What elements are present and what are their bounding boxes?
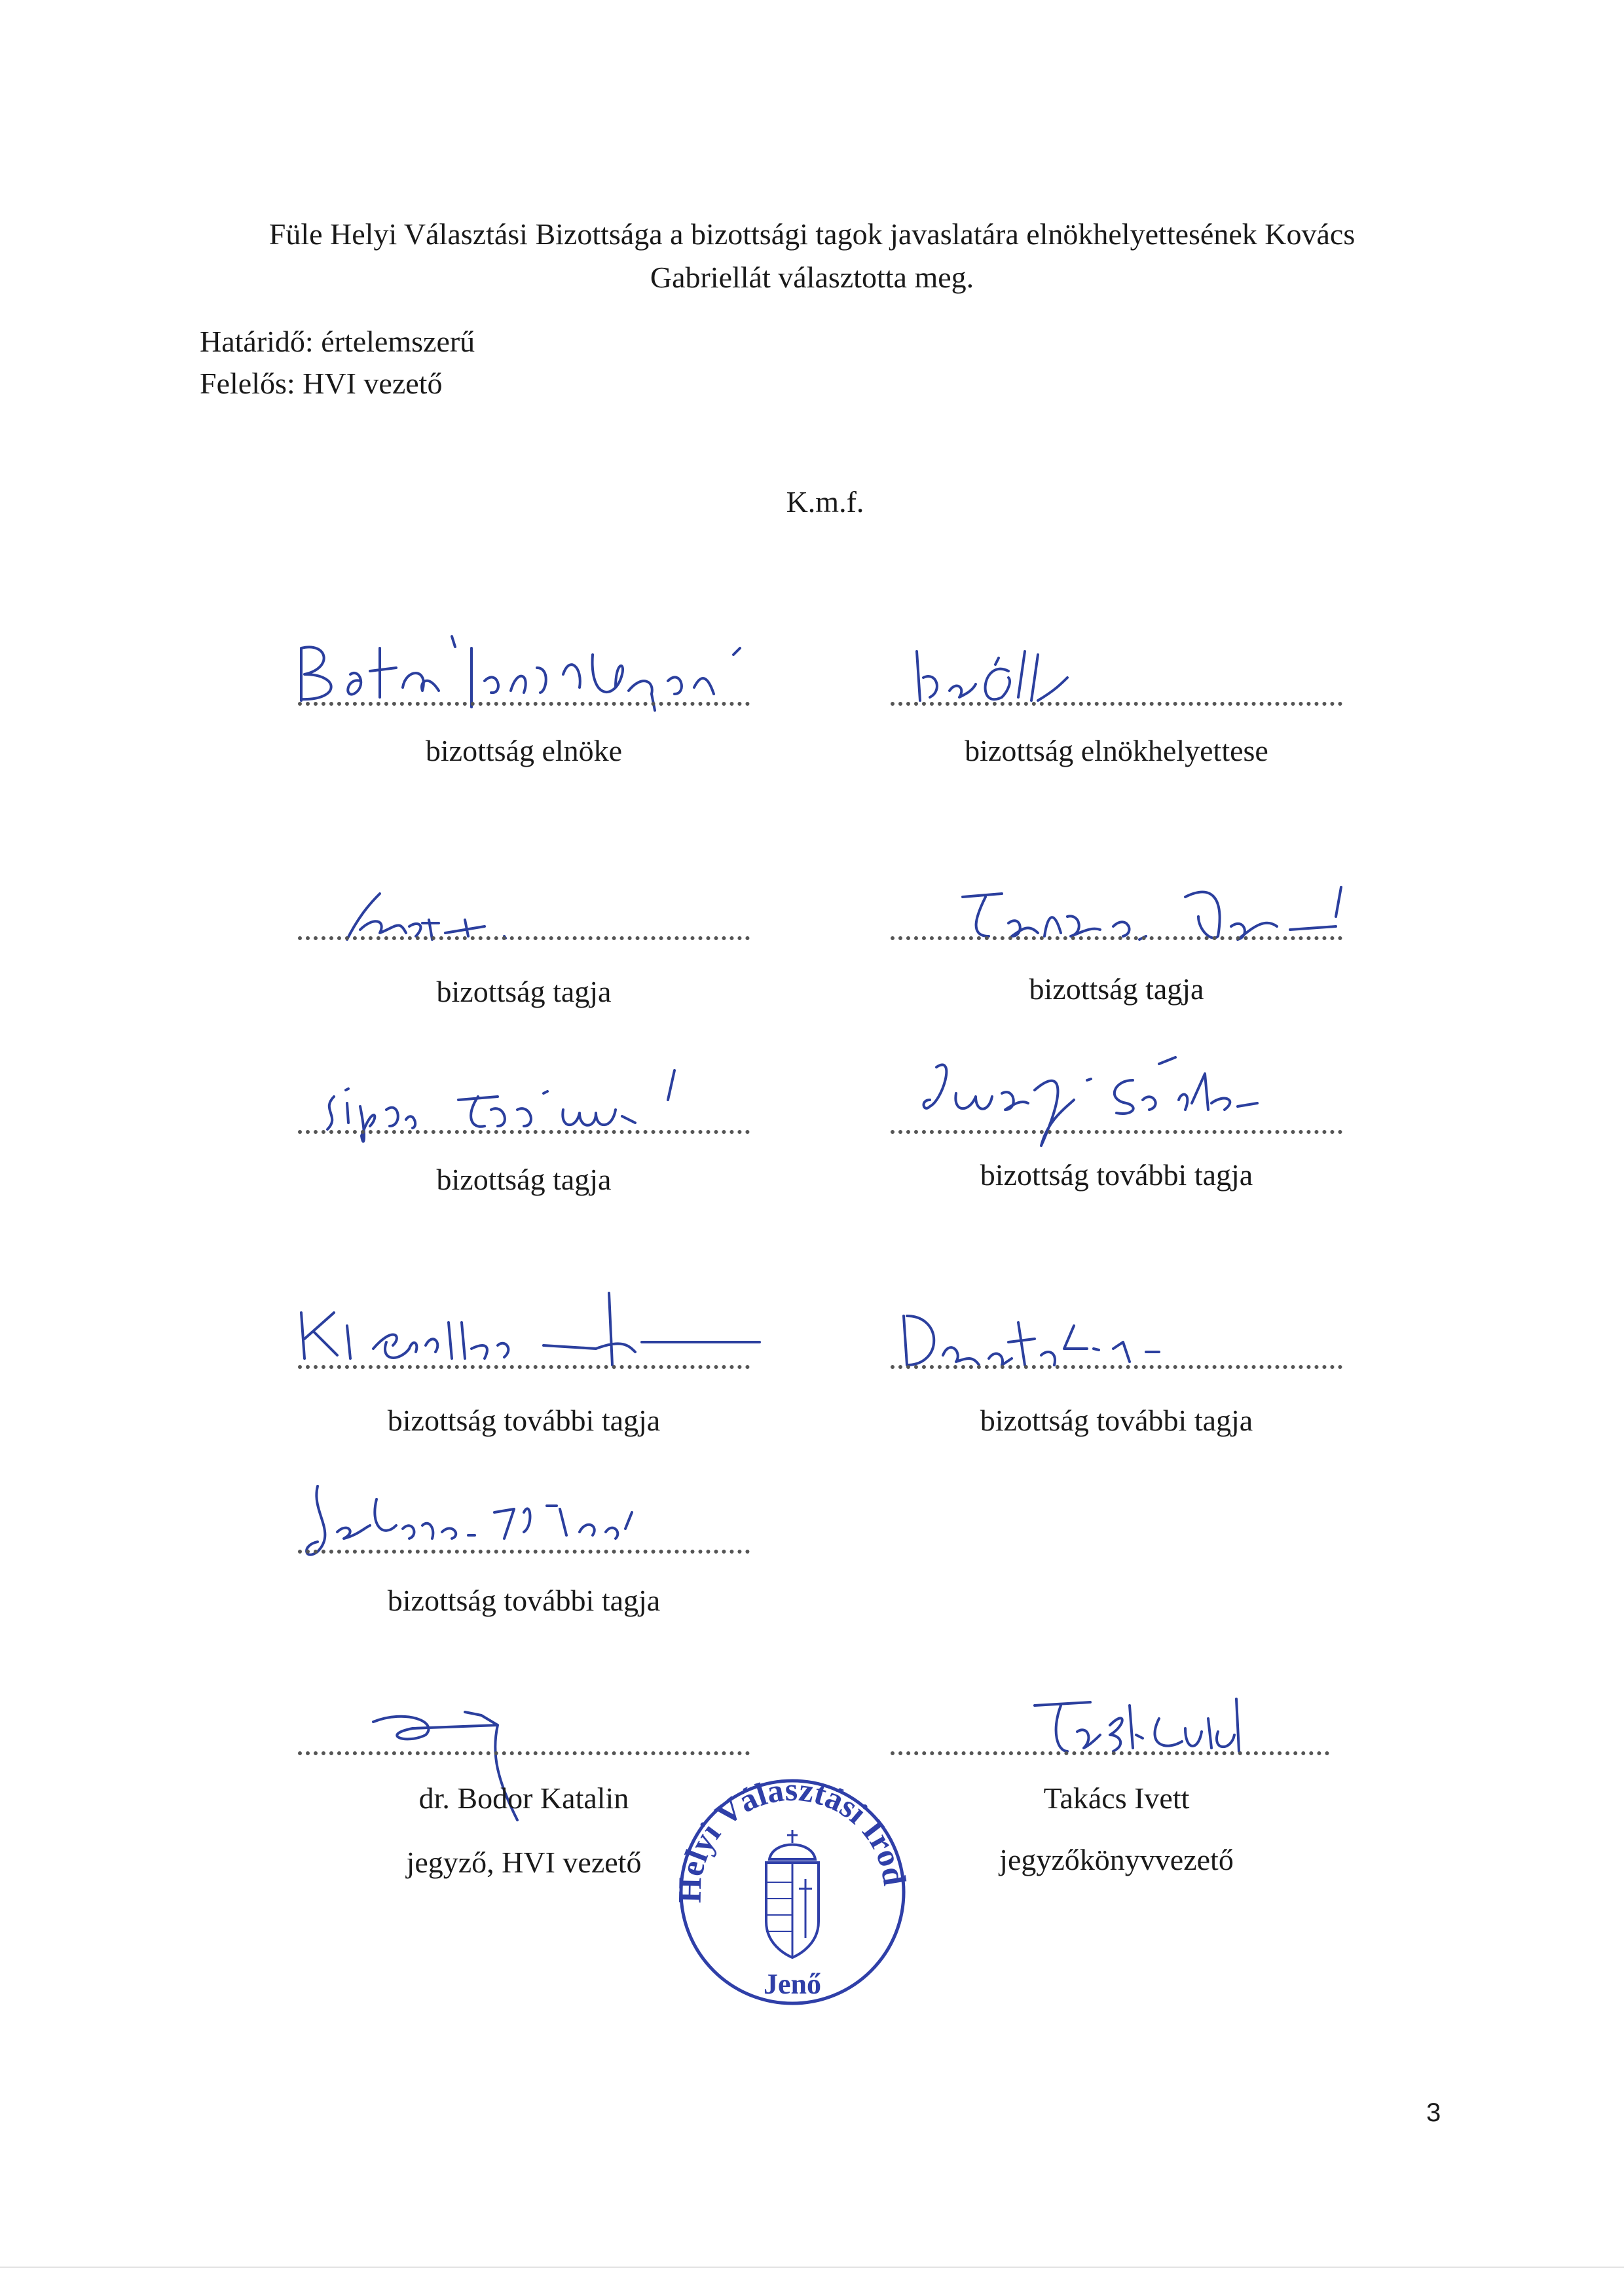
- role-member-3: bizottság tagja: [436, 1163, 612, 1196]
- resolution-paragraph: [196, 213, 1428, 299]
- signature-line-notary: [298, 1751, 750, 1755]
- signature-line-member-4: [891, 1130, 1342, 1134]
- signature-line-member-6: [891, 1365, 1342, 1369]
- role-member-1: bizottság tagja: [436, 975, 612, 1008]
- stamp-ring-text: Helyi Választási Irod: [674, 1774, 910, 1904]
- notary-title: jegyző, HVI vezető: [406, 1846, 642, 1879]
- role-member-2: bizottság tagja: [1029, 972, 1204, 1006]
- page-bottom-edge: [0, 2267, 1624, 2268]
- coat-of-arms-icon: [766, 1830, 819, 1958]
- stamp-graphic: [674, 1774, 910, 2010]
- role-member-7: bizottság további tagja: [387, 1584, 661, 1617]
- stamp-place: Jenő: [764, 1968, 821, 2000]
- official-stamp: [674, 1774, 910, 2010]
- role-member-5: bizottság további tagja: [387, 1404, 661, 1437]
- chair-signature: [288, 629, 773, 714]
- role-chair: bizottság elnöke: [425, 734, 623, 767]
- resolution-line-1: Füle Helyi Választási Bizottsága a bizottsági tagok javaslatára elnökhelyettesének Kovács: [268, 217, 1356, 251]
- role-member-4: bizottság további tagja: [980, 1158, 1253, 1192]
- signature-line-member-5: [298, 1365, 750, 1369]
- notary-name: dr. Bodor Katalin: [418, 1781, 629, 1815]
- recorder-name: Takács Ivett: [1043, 1781, 1190, 1815]
- signature-line-member-1: [298, 936, 750, 940]
- member-6-signature: [891, 1303, 1257, 1375]
- role-member-6: bizottság további tagja: [980, 1404, 1253, 1437]
- recorder-title: jegyzőkönyvvezető: [999, 1843, 1234, 1876]
- signature-line-member-3: [298, 1130, 750, 1134]
- responsible-line: Felelős: HVI vezető: [200, 367, 443, 400]
- deadline-line: Határidő: értelemszerű: [200, 325, 475, 358]
- signature-line-member-7: [298, 1550, 750, 1554]
- kmf-mark: K.m.f.: [786, 485, 864, 519]
- signature-line-recorder: [891, 1751, 1329, 1755]
- vice-chair-signature: [904, 638, 1179, 710]
- resolution-line-2: Gabriellát választotta meg.: [650, 261, 974, 294]
- role-vice-chair: bizottság elnökhelyettese: [965, 734, 1268, 767]
- member-5-signature: [288, 1286, 786, 1378]
- signature-line-vice-chair: [891, 702, 1342, 706]
- member-4-signature: [917, 1048, 1349, 1152]
- signature-line-chair: [298, 702, 750, 706]
- page-number: 3: [1426, 2098, 1441, 2127]
- signature-line-member-2: [891, 936, 1342, 940]
- member-7-signature: [298, 1473, 665, 1571]
